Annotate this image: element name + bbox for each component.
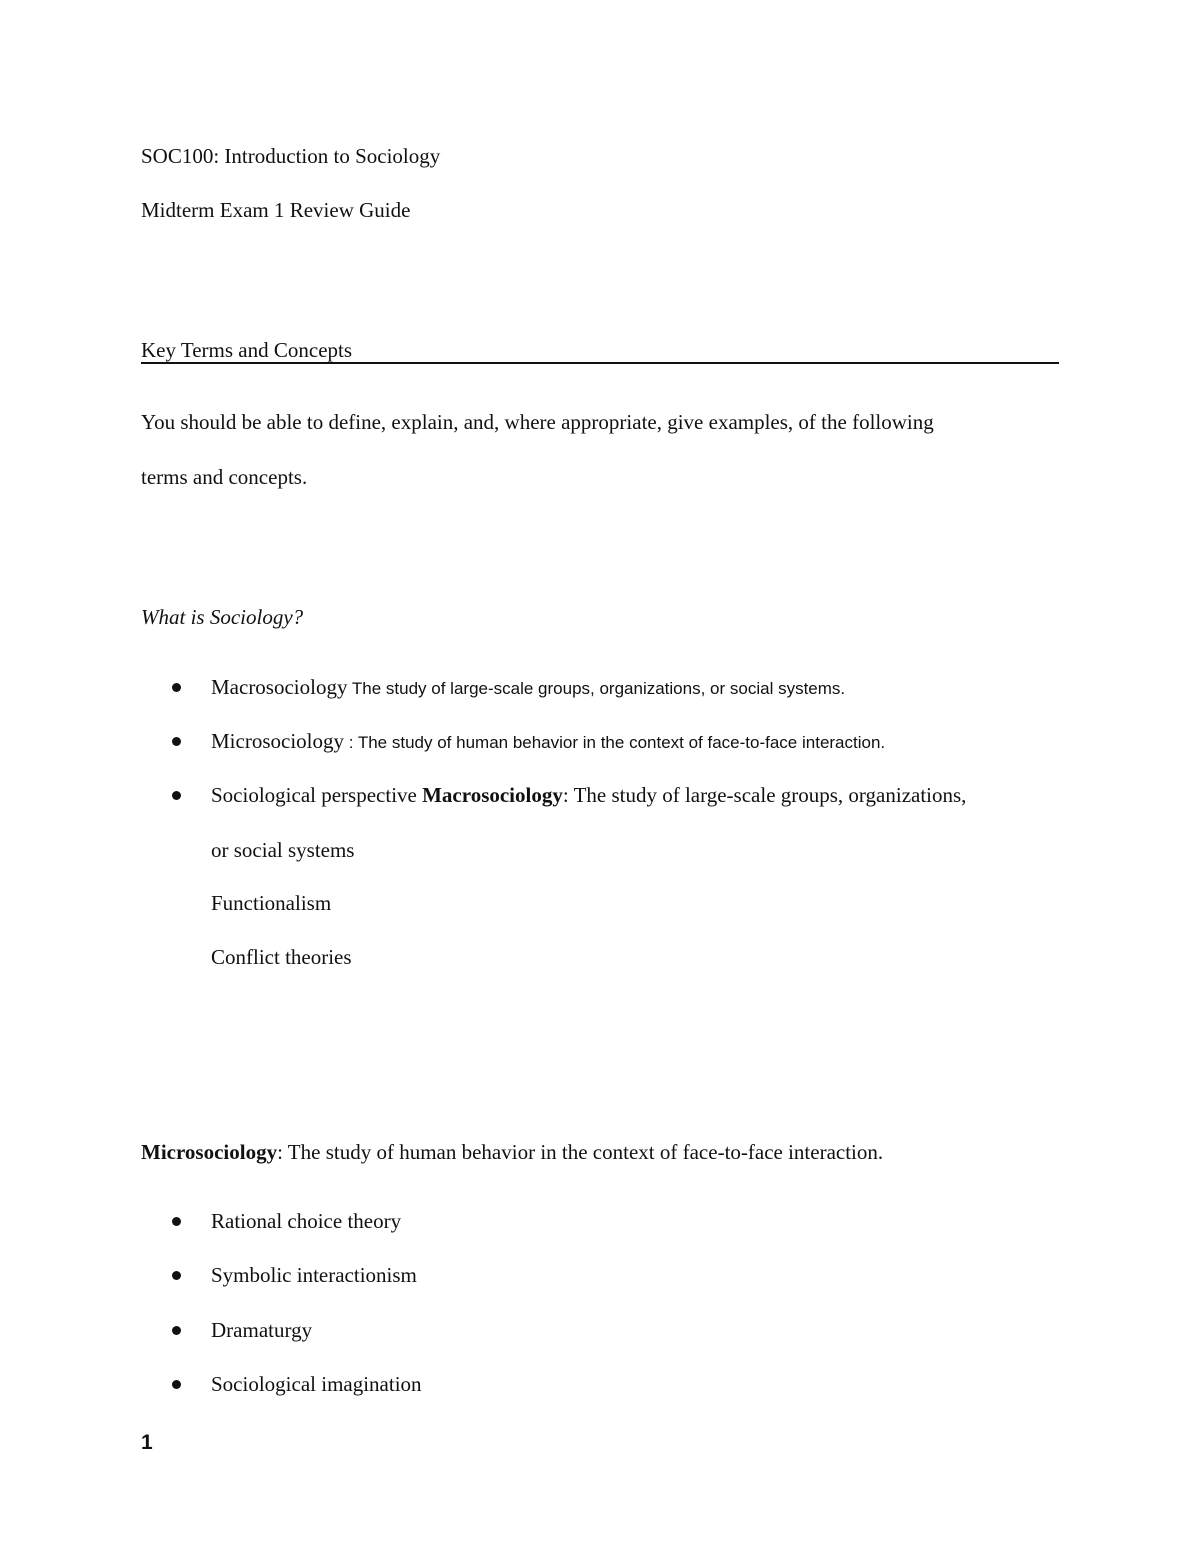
list-item (211, 674, 845, 702)
sub-item: Functionalism (211, 891, 332, 915)
term: Macrosociology (211, 675, 348, 699)
list-item: Symbolic interactionism (211, 1263, 417, 1287)
list-item (211, 782, 966, 808)
bold-term: Microsociology (141, 1140, 278, 1164)
micro-paragraph (141, 1139, 883, 1165)
definition: : The study of human behavior in the context of face-to-face interaction. (277, 1140, 884, 1164)
list-item: Dramaturgy (211, 1318, 313, 1342)
course-title: SOC100: Introduction to Sociology (141, 144, 441, 168)
sub-item: Conflict theories (211, 945, 352, 969)
bullet-icon (172, 1271, 181, 1280)
term: Microsociology (211, 729, 344, 753)
exam-title: Midterm Exam 1 Review Guide (141, 198, 411, 222)
definition: : The study of human behavior in the context of face-to-face interaction. (343, 733, 886, 752)
list-item: Rational choice theory (211, 1209, 402, 1233)
definition: : The study of large-scale groups, organizations, (562, 783, 967, 807)
list-item (211, 728, 885, 756)
bullet-icon (172, 737, 181, 746)
bullet-icon (172, 791, 181, 800)
page-number: 1 (141, 1431, 153, 1454)
intro-text-line-2: terms and concepts. (141, 465, 308, 489)
term: Sociological perspective (211, 783, 417, 807)
section-underline (141, 362, 1059, 364)
list-item-continuation: or social systems (211, 838, 355, 862)
bullet-icon (172, 1326, 181, 1335)
definition: The study of large-scale groups, organizations, or social systems. (347, 679, 846, 698)
bullet-icon (172, 683, 181, 692)
list-item: Sociological imagination (211, 1372, 422, 1396)
bold-term: Macrosociology (422, 783, 563, 807)
bullet-icon (172, 1217, 181, 1226)
bullet-icon (172, 1380, 181, 1389)
intro-text-line-1: You should be able to define, explain, and, where appropriate, give examples, of the following (141, 410, 934, 434)
section-heading: Key Terms and Concepts (141, 338, 353, 362)
subsection-heading: What is Sociology? (141, 605, 304, 629)
